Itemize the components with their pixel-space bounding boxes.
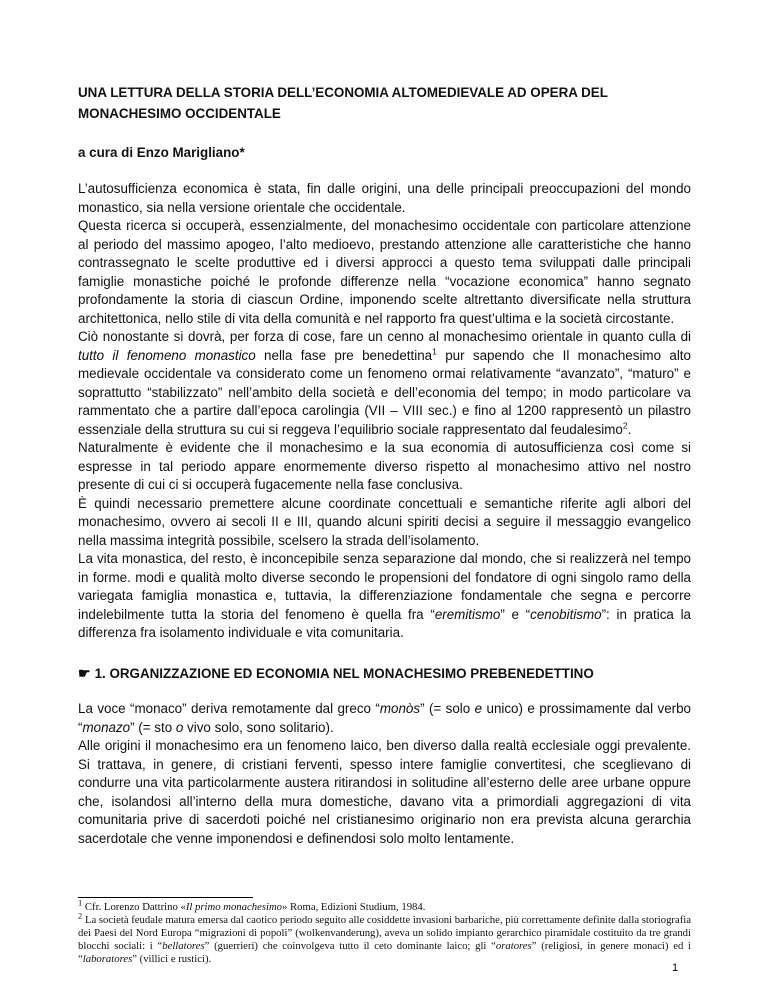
intro-paragraph-2: Questa ricerca si occuperà, essenzialmente, del monachesimo occidentale con particolare attenzione al periodo del massimo apogeo, l’alto medioevo, prestando attenzione alle caratteristiche che hanno contrassegnato le scelte produttive ed i diversi approcci a questo tema sviluppati dalle principali famiglie monastiche poiché le profonde differenze nella “vocazione economica” hanno segnato profondamente la storia di ciascun Ordine, imponendo scelte altrettanto diversificate nella struttura architettonica, nello stile di vita della comunità e nel rapporto fra quest’ultima e la società circostante. <box>78 218 691 326</box>
section-1-paragraph-1: La voce “monaco” deriva remotamente dal greco “monòs” (= solo e unico) e prossimamente dal verbo “monazo” (= sto o vivo solo, sono solitario). <box>78 701 691 735</box>
author-line: a cura di Enzo Marigliano* <box>78 145 245 160</box>
footnote-divider <box>78 897 253 898</box>
intro-paragraph-5: È quindi necessario premettere alcune coordinate concettuali e semantiche riferite agli albori del monachesimo, ovvero ai secoli II e III, quando alcuni spiriti decisi a seguire il messaggio evangelico nella massima integrità possibile, scelsero la strada dell’isolamento. <box>78 495 691 548</box>
intro-paragraph-4: Naturalmente è evidente che il monachesimo e la sua economia di autosufficienza così come si espresse in tal periodo appare enormemente diverso rispetto al monachesimo attivo nel nostro presente di cui ci si occuperà fugacemente nella fase conclusiva. <box>78 440 691 492</box>
intro-paragraph-3: Ciò nonostante si dovrà, per forza di cose, fare un cenno al monachesimo orientale in quanto culla di tutto il fenomeno monastico nella fase pre benedettina$^1$ pur sapendo che Il monachesimo alto medievale occidentale va considerato come un fenomeno ormai relativamente “avanzato”, “maturo” e soprattutto “stabilizzato” nell’ambito della società e dell’economia del tempo; in modo particolare va rammentato che a partire dall’epoca carolingia (VII – VIII sec.) e fino al 1200 rappresentò un pilastro essenziale della struttura su cui si reggeva l’equilibrio sociale rappresentato dal feudalesimo$^2$. <box>78 329 691 437</box>
intro-paragraph-1: L’autosufficienza economica è stata, fin dalle origini, una delle principali preoccupazioni del mondo monastico, sia nella versione orientale che occidentale. <box>78 181 691 215</box>
footnote-ref-1[interactable]: 1 <box>432 346 437 357</box>
document-title: UNA LETTURA DELLA STORIA DELL’ECONOMIA ALTOMEDIEVALE AD OPERA DEL MONACHESIMO OCCIDENTALE <box>78 85 608 121</box>
intro-paragraph-6: La vita monastica, del resto, è inconcepibile senza separazione dal mondo, che si realizzerà nel tempo in forme. modi e qualità molto diverse secondo le propensioni del fondatore di ogni singolo ramo della variegata famiglia monastica e, tuttavia, la differenziazione fondamentale che segna e percorre indelebilmente tutta la storia del fenomeno è quella fra “eremitismo” e “cenobitismo”: in pratica la differenza fra isolamento individuale e vita comunitaria. <box>78 551 691 640</box>
pointing-hand-icon: ☛ <box>78 665 91 681</box>
footnote-2: $^2$ La società feudale matura emersa dal caotico periodo seguito alle cosiddette invasioni barbariche, più correttamente definite dalla storiografia dei Paesi del Nord Europa “migrazioni di popoli” (wolkenvanderung), aveva un solido impianto gerarchico piramidale costituito da tre grandi blocchi sociali: i “bellatores” (guerrieri) che coinvolgeva tutto il ceto dominante laico; gli “oratores” (religiosi, in genere monaci) ed i “laboratores” (villici e rustici). <box>78 910 692 965</box>
section-1-paragraph-2: Alle origini il monachesimo era un fenomeno laico, ben diverso dalla realtà ecclesiale oggi prevalente. Si trattava, in genere, di cristiani ferventi, spesso intere famiglie convertitesi, che sceglievano di condurre una vita particolarmente austera ritirandosi in solitudine all’esterno delle aree urbane oppure che, isolandosi all’interno della mura domestiche, davano vita a primordiali aggregazioni di vita comunitaria prive di sacerdoti poiché nel cristianesimo originario non era prevista alcuna gerarchia sacerdotale che venne imponendosi e definendosi solo molto lentamente. <box>78 738 691 846</box>
section-1-heading: ☛ 1. ORGANIZZAZIONE ED ECONOMIA NEL MONACHESIMO PREBENEDETTINO <box>78 665 594 681</box>
intro-section <box>78 180 691 643</box>
footnote-ref-2[interactable]: 2 <box>622 420 628 431</box>
emphasis-text: tutto il fenomeno monastico <box>78 347 256 363</box>
section-1-body <box>78 700 691 848</box>
page-number: 1 <box>672 962 679 974</box>
footnote-1: $^1$ Cfr. Lorenzo Dattrino «Il primo monachesimo» Roma, Edizioni Studium, 1984. <box>78 897 426 913</box>
